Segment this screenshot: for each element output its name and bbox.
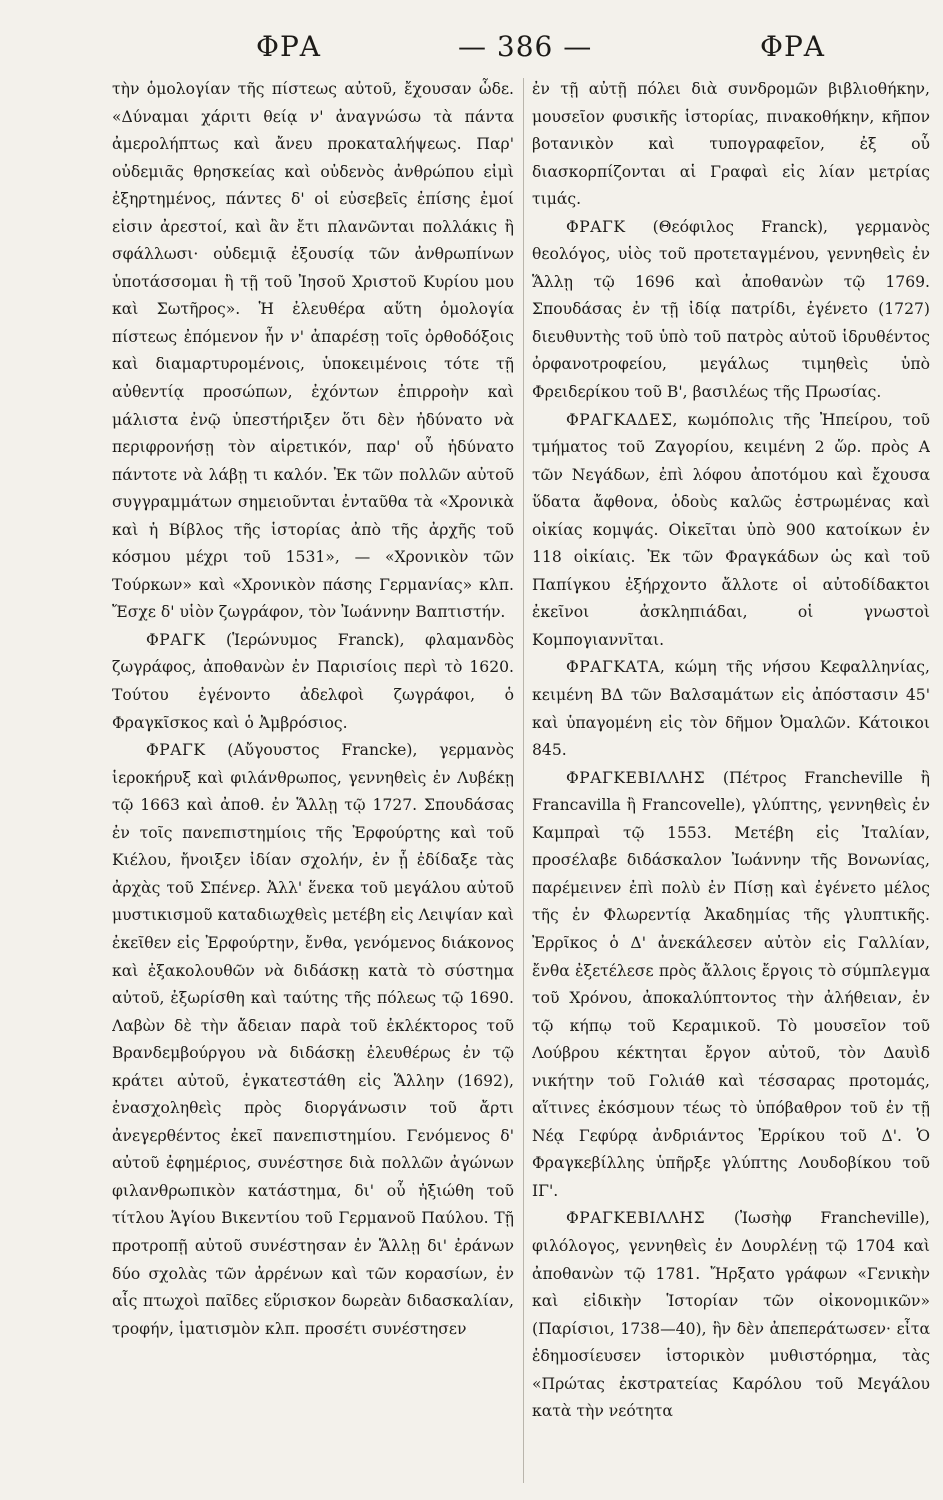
header-guide-word-left: ΦΡΑ <box>256 30 322 63</box>
entry-body: (Αὔγουστος Francke), γερμανὸς ἱεροκήρυξ καὶ φιλάνθρωπος, γεννηθεὶς ἐν Λυβέκῃ τῷ 1663 καὶ ἀποθ. ἐν Ἅλλῃ τῷ 1727. Σπουδάσας ἐν τοῖς πανεπιστημίοις τῆς Ἐρφούρτης καὶ τοῦ Κιέλου, ἤνοιξεν ἰδίαν σχολήν, ἐν ᾗ ἐδίδαξε τὰς ἀρχὰς τοῦ Σπένερ. Ἀλλ' ἕνεκα τοῦ μεγάλου αὐτοῦ μυστικισμοῦ καταδιωχθεὶς μετέβη εἰς Λειψίαν καὶ ἐκεῖθεν εἰς Ἐρφούρτην, ἔνθα, γενόμενος διάκονος καὶ ἐξακολουθῶν νὰ διδάσκῃ κατὰ τὸ σύστημα αὐτοῦ, ἐξωρίσθη καὶ ταύτης τῆς πόλεως τῷ 1690. Λαβὼν δὲ τὴν ἄδειαν παρὰ τοῦ ἐκλέκτορος τοῦ Βρανδεμβούργου νὰ διδάσκῃ ἐλευθέρως ἐν τῷ κράτει αὐτοῦ, ἐγκατεστάθη εἰς Ἅλλην (1692), ἐνασχοληθεὶς πρὸς διοργάνωσιν τοῦ ἄρτι ἀνεγερθέντος ἐκεῖ πανεπιστημίου. Γενόμενος δ' αὐτοῦ ἐφημέριος, συνέστησε διὰ πολλῶν ἀγώνων φιλανθρωπικὸν κατάστημα, δι' οὗ ἠξιώθη τοῦ τίτλου Ἁγίου Βικεντίου τοῦ Γερμανοῦ Παύλου. Τῇ προτροπῇ αὐτοῦ συνέστησαν ἐν Ἅλλῃ δι' ἐράνων δύο σχολὰς τῶν ἀρρένων καὶ τῶν κορασίων, ἐν αἷς πτωχοὶ παῖδες εὕρισκον δωρεὰν διδασκαλίαν, τροφήν, ἱματισμὸν κλπ. προσέτι συνέστησεν <box>112 741 514 1338</box>
entry-franck-theophilus <box>532 214 930 407</box>
right-column <box>532 76 930 1486</box>
page-number: — 386 — <box>458 30 593 63</box>
entry-body: (Ἰωσὴφ Francheville), φιλόλογος, γεννηθεὶς ἐν Δουρλένῃ τῷ 1704 καὶ ἀποθανὼν τῷ 1781. Ἤρξατο γράφων «Γενικὴν καὶ εἰδικὴν Ἱστορίαν τῶν οἰκονομικῶν» (Παρίσιοι, 1738—40), ἣν δὲν ἀπεπεράτωσεν· εἶτα ἐδημοσίευσεν ἱστορικὸν μυθιστόρημα, τὰς «Πρώτας ἐκστρατείας Καρόλου τοῦ Μεγάλου κατὰ τὴν νεότητα <box>532 1209 930 1421</box>
entry-body: (Ἱερώνυμος Franck), φλαμανδὸς ζωγράφος, ἀποθανὼν ἐν Παρισίοις περὶ τὸ 1620. Τούτου ἐγένοντο ἀδελφοὶ ζωγράφοι, ὁ Φραγκῖσκος καὶ ὁ Ἀμβρόσιος. <box>112 630 514 732</box>
entry-francheville-pierre <box>532 765 930 1206</box>
entry-francheville-joseph <box>532 1205 930 1425</box>
running-head <box>0 22 943 72</box>
column-divider <box>523 78 524 1483</box>
entry-fragkata <box>532 654 930 764</box>
entry-body: (Θεόφιλος Franck), γερμανὸς θεολόγος, υἱὸς τοῦ προτεταγμένου, γεννηθεὶς ἐν Ἅλλῃ τῷ 1696 καὶ ἀποθανὼν τῷ 1769. Σπουδάσας ἐν τῇ ἰδίᾳ πατρίδι, ἐγένετο (1727) διευθυντὴς τοῦ ὑπὸ τοῦ πατρὸς αὐτοῦ ἱδρυθέντος ὀρφανοτροφείου, μεγάλως τιμηθεὶς ὑπὸ Φρειδερίκου τοῦ Β', βασιλέως τῆς Πρωσίας. <box>532 217 930 402</box>
entry-body: κωμόπολις τῆς Ἠπείρου, τοῦ τμήματος τοῦ Ζαγορίου, κειμένη 2 ὥρ. πρὸς Α τῶν Νεγάδων, ἐπὶ λόφου ἀποτόμου καὶ ἔχουσα ὕδατα ἄφθονα, ὁδοὺς καλῶς ἐστρωμένας καὶ οἰκίας κομψάς. Οἰκεῖται ὑπὸ 900 κατοίκων ἐν 118 οἰκίαις. Ἐκ τῶν Φραγκάδων ὡς καὶ τοῦ Παπίγκου ἐξήρχοντο ἄλλοτε οἱ αὐτοδίδακτοι ἐκεῖνοι ἀσκληπιάδαι, οἱ γνωστοὶ Κομπογιαννῖται. <box>532 410 930 649</box>
entry-headword: ΦΡΑΓΚΑΤΑ, <box>566 658 666 677</box>
header-guide-word-right: ΦΡΑ <box>760 30 826 63</box>
entry-body: κώμη τῆς νήσου Κεφαλληνίας, κειμένη ΒΔ τῶν Βαλσαμάτων εἰς ἀπόστασιν 45' καὶ ὑπαγομένη εἰς τὸν δῆμον Ὀμαλῶν. Κάτοικοι 845. <box>532 658 930 760</box>
left-column <box>112 76 514 1486</box>
entry-fragkades <box>532 407 930 655</box>
entry-headword: ΦΡΑΓΚ <box>146 741 206 760</box>
entry-headword: ΦΡΑΓΚ <box>146 630 206 649</box>
entry-frank-hieronymus <box>112 627 514 737</box>
continued-entry-text: τὴν ὁμολογίαν τῆς πίστεως αὐτοῦ, ἔχουσαν ὧδε. «Δύναμαι χάριτι θείᾳ ν' ἀναγνώσω τὰ πάντα ἀμερολήπτως καὶ ἄνευ προκαταλήψεως. Παρ' οὐδεμιᾶς θρησκείας καὶ οὐδενὸς ἀνθρώπου εἰμὶ ἐξηρτημένος, πάντες δ' οἱ εὐσεβεῖς ἐπίσης ἐμοί εἰσιν ἀρεστοί, καὶ ἂν ἔτι πλανῶνται πολλάκις ἢ σφάλλωσι· οὐδεμιᾷ ἐξουσίᾳ τῶν ἀνθρωπίνων ὑποτάσσομαι ἢ τῇ τοῦ Ἰησοῦ Χριστοῦ Κυρίου μου καὶ Σωτῆρος». Ἡ ἐλευθέρα αὕτη ὁμολογία πίστεως ἐπόμενον ἦν ν' ἀπαρέσῃ τοῖς ὀρθοδόξοις καὶ διαμαρτυρομένοις, ὑποκειμένοις τότε τῇ αὐθεντίᾳ προσώπων, ἐχόντων ἐπιρροὴν καὶ μάλιστα ἐνῷ ὑπεστήριξεν ὅτι δὲν ἠδύνατο νὰ περιφρονήσῃ τὸν αἱρετικόν, παρ' οὗ ἠδύνατο πάντοτε νὰ λάβῃ τι καλόν. Ἐκ τῶν πολλῶν αὐτοῦ συγγραμμάτων σημειοῦνται ἐνταῦθα τὰ «Χρονικὰ καὶ ἡ Βίβλος τῆς ἱστορίας ἀπὸ τῆς ἀρχῆς τοῦ κόσμου μέχρι τοῦ 1531», — «Χρονικὸν τῶν Τούρκων» καὶ «Χρονικὸν πάσης Γερμανίας» κλπ. Ἔσχε δ' υἱὸν ζωγράφον, τὸν Ἰωάννην Βαπτιστήν. <box>112 80 514 622</box>
entry-francke-august <box>112 737 514 1343</box>
continued-entry-text: ἐν τῇ αὐτῇ πόλει διὰ συνδρομῶν βιβλιοθήκην, μουσεῖον φυσικῆς ἱστορίας, πινακοθήκην, κῆπον βοτανικὸν καὶ τυπογραφεῖον, ἐξ οὗ διασκορπίζονται αἱ Γραφαὶ εἰς λίαν μετρίας τιμάς. <box>532 80 930 209</box>
entry-headword: ΦΡΑΓΚΕΒΙΛΛΗΣ <box>566 1209 706 1228</box>
entry-headword: ΦΡΑΓΚΕΒΙΛΛΗΣ <box>566 768 706 787</box>
entry-headword: ΦΡΑΓΚΑΔΕΣ, <box>566 410 678 429</box>
entry-body: (Πέτρος Francheville ἢ Francavilla ἢ Francovelle), γλύπτης, γεννηθεὶς ἐν Καμπραὶ τῷ 1553. Μετέβη εἰς Ἰταλίαν, προσέλαβε διδάσκαλον Ἰωάννην τῆς Βονωνίας, παρέμεινεν ἐπὶ πολὺ ἐν Πίσῃ καὶ ἐγένετο μέλος τῆς ἐν Φλωρεντίᾳ Ἀκαδημίας τῆς γλυπτικῆς. Ἐρρῖκος ὁ Δ' ἀνεκάλεσεν αὐτὸν εἰς Γαλλίαν, ἔνθα ἐξετέλεσε πρὸς ἄλλοις ἔργοις τὸ σύμπλεγμα τοῦ Χρόνου, ἀποκαλύπτοντος τὴν ἀλήθειαν, ἐν τῷ κήπῳ τοῦ Κεραμικοῦ. Τὸ μουσεῖον τοῦ Λούβρου κέκτηται ἔργον αὐτοῦ, τὸν Δαυὶδ νικήτην τοῦ Γολιάθ καὶ τέσσαρας προτομάς, αἵτινες ἐκόσμουν τέως τὸ ὑπόβαθρον τοῦ ἐν τῇ Νέᾳ Γεφύρᾳ ἀνδριάντος Ἐρρίκου τοῦ Δ'. Ὁ Φραγκεβίλλης ὑπῆρξε γλύπτης Λουδοβίκου τοῦ ΙΓ'. <box>532 768 930 1200</box>
entry-headword: ΦΡΑΓΚ <box>566 217 626 236</box>
